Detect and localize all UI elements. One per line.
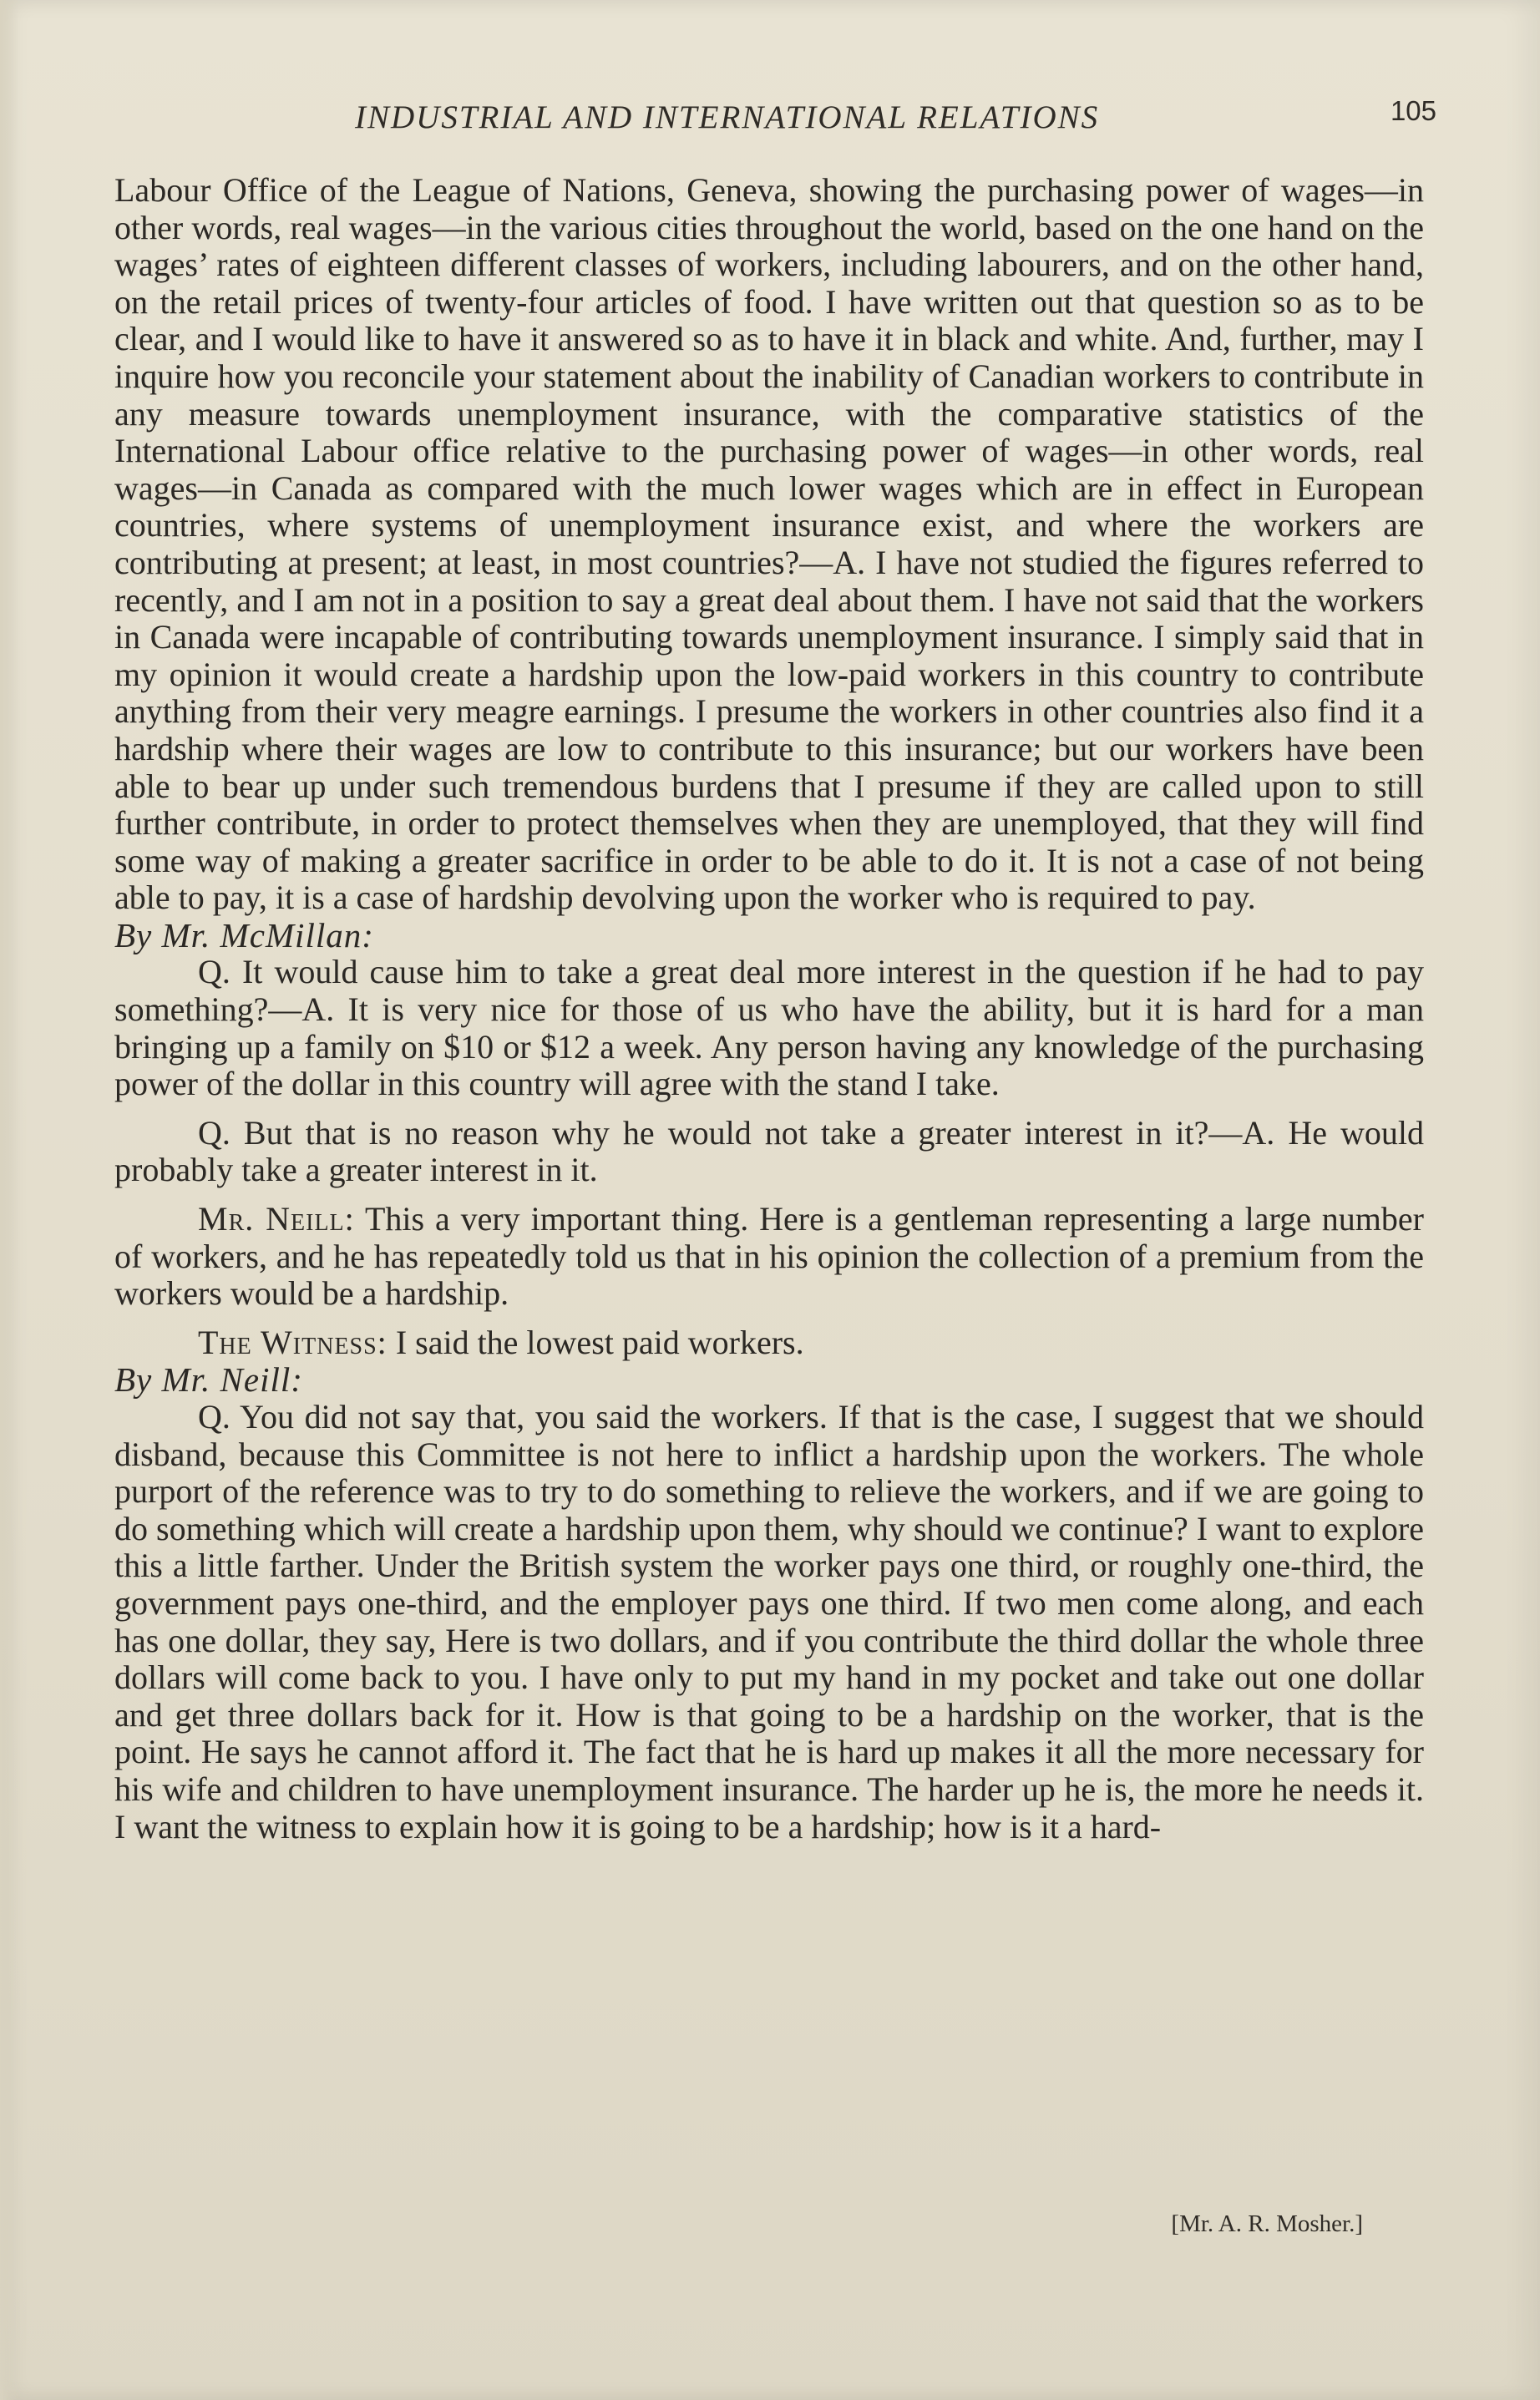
running-title: INDUSTRIAL AND INTERNATIONAL RELATIONS xyxy=(355,99,1100,135)
question-answer-2: Q. But that is no reason why he would not take a greater interest in it?—A. He would probably take a greater interest in it. xyxy=(114,1113,1424,1189)
question-answer-3: Q. You did not say that, you said the workers. If that is the case, I suggest that we should disband, because this Committee is not here to inflict a hardship upon the workers. The whole purport of the reference was to try to do something to relieve the workers, and if we are going to do something which will create a hardship upon them, why should we continue? I want to explore this a little farther. Under the British system the worker pays one third, or roughly one-third, the government pays one-third, and the employer pays one third. If two men come along, and each has one dollar, they say, Here is two dollars, and if you contribute the third dollar the whole three dollars will come back to you. I have only to put my hand in my pocket and take out one dollar and get three dollars back for it. How is that going to be a hardship on the worker, that is the point. He says he cannot afford it. The fact that he is hard up makes it all the more necessary for his wife and children to have unemployment insurance. The harder up he is, the more he needs it. I want the witness to explain how it is going to be a hardship; how is it a hard- xyxy=(114,1398,1424,1846)
speaker-credit: [Mr. A. R. Mosher.] xyxy=(1171,2210,1363,2237)
witness-remark xyxy=(114,1324,1424,1362)
neill-remark xyxy=(114,1201,1424,1313)
body-text xyxy=(114,172,1424,1846)
speaker-statement: This a very important thing. Here is a gentleman representing a large number of workers, and he has repeatedly told us that in his opinion the collection of a premium from the workers would be a hardship. xyxy=(114,1200,1424,1313)
byline-mcmillan: By Mr. McMillan: xyxy=(114,915,374,954)
speaker-name: Mr. Neill: xyxy=(198,1200,355,1238)
question-answer-1: Q. It would cause him to take a great deal more interest in the question if he had to pay something?—A. It is very nice for those of us who have the ability, but it is hard for a man bringing up a family on $10 or $12 a week. Any person having any knowledge of the purchasing power of the dollar in this country will agree with the stand I take. xyxy=(114,953,1424,1103)
speaker-name: The Witness: xyxy=(198,1323,388,1361)
running-head xyxy=(113,95,1436,149)
page-number: 105 xyxy=(1390,95,1436,126)
paragraph-continuation: Labour Office of the League of Nations, Geneva, showing the purchasing power of wages—in other words, real wages—in the various cities throughout the world, based on the one hand on the wages’ rates of eighteen different classes of workers, including labourers, and on the other hand, on the retail prices of twenty-four articles of food. I have written out that question so as to be clear, and I would like to have it answered so as to have it in black and white. And, further, may I inquire how you reconcile your statement about the inability of Canadian workers to contribute in any measure towards unemployment insurance, with the comparative statistics of the International Labour office relative to the purchasing power of wages—in other words, real wages—in Canada as compared with the much lower wages which are in effect in European countries, where systems of unemployment insurance exist, and where the workers are contributing at present; at least, in most countries?—A. I have not studied the figures referred to recently, and I am not in a position to say a great deal about them. I have not said that the workers in Canada were incapable of contributing towards unemployment insurance. I simply said that in my opinion it would create a hardship upon the low-paid workers in this country to contribute anything from their very meagre earnings. I presume the workers in other countries also find it a hardship where their wages are low to contribute to this insurance; but our workers have been able to bear up under such tremendous burdens that I presume if they are called upon to still further contribute, in order to protect themselves when they are unemployed, that they will find some way of making a greater sacrifice in order to be able to do it. It is not a case of not being able to pay, it is a case of hardship devolving upon the worker who is required to pay. xyxy=(114,171,1424,917)
speaker-statement: I said the lowest paid workers. xyxy=(395,1323,804,1361)
byline-neill: By Mr. Neill: xyxy=(114,1360,303,1400)
